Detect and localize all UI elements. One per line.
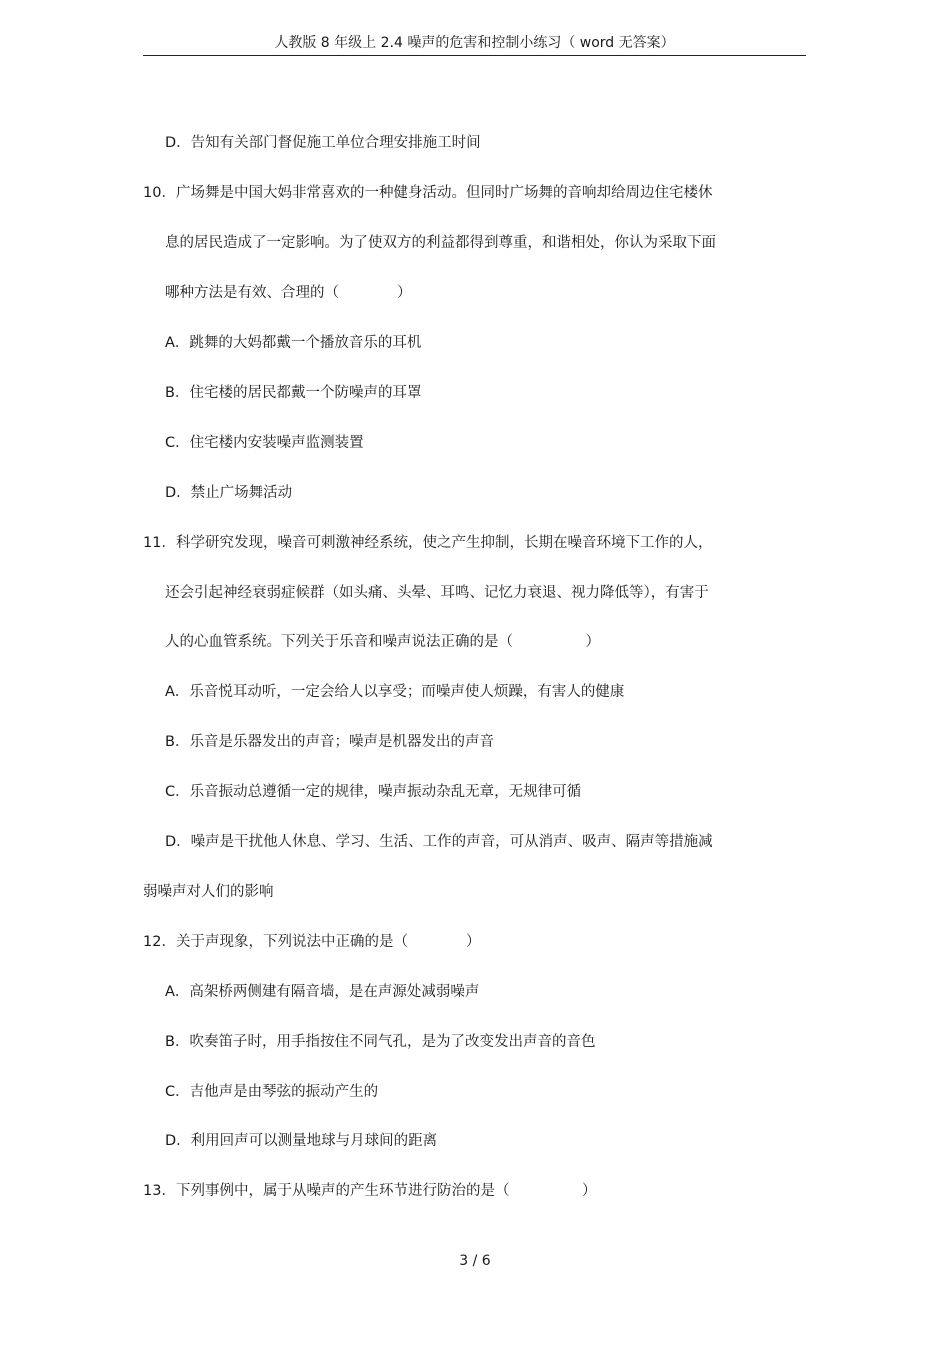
question-10-line-2: 息的居民造成了一定影响。为了使双方的利益都得到尊重，和谐相处，你认为采取下面 (165, 235, 716, 251)
option-12a: A．高架桥两侧建有隔音墙，是在声源处减弱噪声 (165, 984, 480, 1000)
option-10a: A．跳舞的大妈都戴一个播放音乐的耳机 (165, 335, 422, 351)
option-11d-line-2: 弱噪声对人们的影响 (143, 884, 274, 900)
option-11c: C．乐音振动总遵循一定的规律，噪声振动杂乱无章，无规律可循 (165, 784, 582, 800)
option-12b: B．吹奏笛子时，用手指按住不同气孔，是为了改变发出声音的音色 (165, 1034, 596, 1050)
question-10-line-1: 10．广场舞是中国大妈非常喜欢的一种健身活动。但同时广场舞的音响却给周边住宅楼休 (143, 185, 713, 201)
option-11b: B．乐音是乐器发出的声音；噪声是机器发出的声音 (165, 734, 494, 750)
option-9d: D．告知有关部门督促施工单位合理安排施工时间 (165, 135, 481, 151)
option-11d-line-1: D．噪声是干扰他人休息、学习、生活、工作的声音，可从消声、吸声、隔声等措施减 (165, 834, 713, 850)
option-10b: B．住宅楼的居民都戴一个防噪声的耳罩 (165, 385, 422, 401)
question-12: 12．关于声现象，下列说法中正确的是（ ） (143, 934, 481, 950)
question-11-line-3: 人的心血管系统。下列关于乐音和噪声说法正确的是（ ） (165, 634, 600, 650)
question-10-line-3: 哪种方法是有效、合理的（ ） (165, 285, 412, 301)
page-header: 人教版 8 年级上 2.4 噪声的危害和控制小练习（ word 无答案） (274, 35, 675, 51)
page-number: 3 / 6 (459, 1253, 491, 1269)
question-11-line-1: 11．科学研究发现，噪音可刺激神经系统，使之产生抑制，长期在噪音环境下工作的人， (143, 535, 713, 551)
option-10c: C．住宅楼内安装噪声监测装置 (165, 435, 364, 451)
option-12c: C．吉他声是由琴弦的振动产生的 (165, 1084, 379, 1100)
option-12d: D．利用回声可以测量地球与月球间的距离 (165, 1133, 438, 1149)
question-11-line-2: 还会引起神经衰弱症候群（如头痛、头晕、耳鸣、记忆力衰退、视力降低等），有害于 (165, 585, 709, 601)
option-11a: A．乐音悦耳动听，一定会给人以享受；而噪声使人烦躁，有害人的健康 (165, 684, 625, 700)
question-13: 13．下列事例中，属于从噪声的产生环节进行防治的是（ ） (143, 1183, 597, 1199)
header-divider (143, 55, 806, 56)
option-10d: D．禁止广场舞活动 (165, 485, 293, 501)
